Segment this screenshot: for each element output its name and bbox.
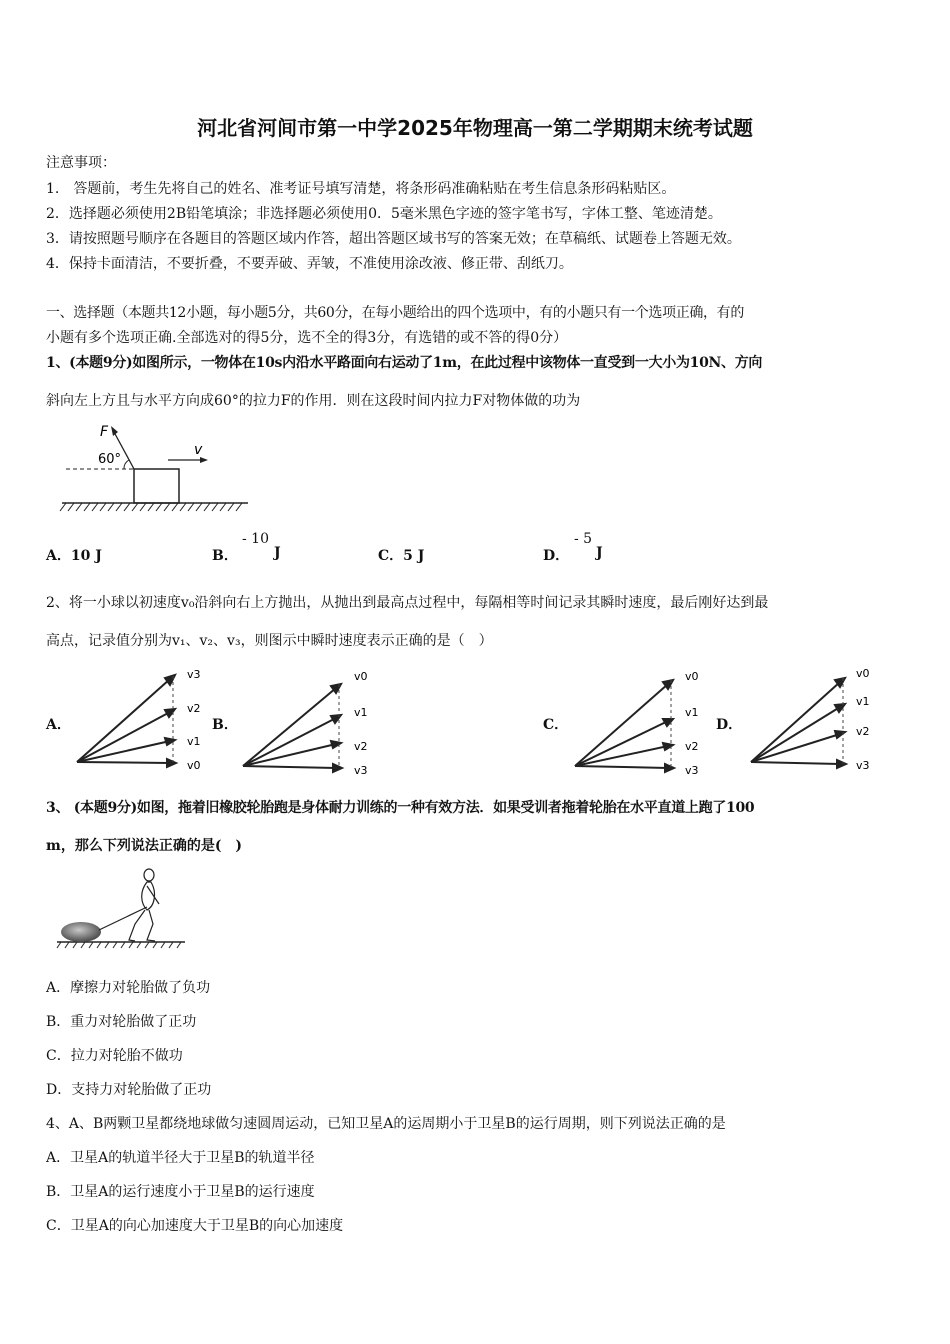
q1-option-c[interactable]: C．5 J [378,548,425,564]
q2-option-d[interactable]: D． [716,717,743,733]
q4-option-a[interactable]: A．卫星A的轨道半径大于卫星B的轨道半径 [46,1150,315,1166]
q3-option-c[interactable]: C．拉力对轮胎不做功 [46,1048,183,1064]
q1-option-b-letter[interactable]: B． [212,548,238,564]
vector-label: v1 [187,735,201,748]
angle-label: 60° [98,452,122,467]
vector-label: v1 [354,706,368,719]
vector-label: v2 [685,740,699,753]
q2-stem-line2: 高点，记录值分别为v₁、v₂、v₃，则图示中瞬时速度表示正确的是（ ） [46,633,493,649]
q1-option-a[interactable]: A．10 J [46,548,102,564]
vector-label: v2 [856,725,870,738]
q2-figure-d [746,662,886,777]
q3-stem-line1: 3、 (本题9分)如图，拖着旧橡胶轮胎跑是身体耐力训练的一种有效方法．如果受训者拖着轮胎在水平直道上跑了100 [46,800,755,816]
q3-option-b[interactable]: B．重力对轮胎做了正功 [46,1014,197,1030]
runner [129,869,159,941]
q1-stem-line1: 1、(本题9分)如图所示，一物体在10s内沿水平路面向右运动了1m，在此过程中该物体一直受到一大小为10N、方向 [46,355,763,371]
q1-stem-line2: 斜向左上方且与水平方向成60°的拉力F的作用．则在这段时间内拉力F对物体做的功为 [46,393,581,409]
rope [99,907,147,930]
block [134,469,179,503]
vector-label: v0 [685,670,699,683]
q4-option-b[interactable]: B．卫星A的运行速度小于卫星B的运行速度 [46,1184,315,1200]
vector-label: v1 [685,706,699,719]
tire [61,922,101,942]
q1-figure [58,418,258,518]
q3-option-a[interactable]: A．摩擦力对轮胎做了负功 [46,980,211,996]
q4-stem: 4、A、B两颗卫星都绕地球做匀速圆周运动，已知卫星A的运周期小于卫星B的运行周期，则下列说法正确的是 [46,1116,726,1132]
vector-label: v3 [187,668,201,681]
vector-label: v3 [856,759,870,772]
velocity-label: v [194,442,203,458]
q2-figure-b [238,664,378,779]
q4-option-c[interactable]: C．卫星A的向心加速度大于卫星B的向心加速度 [46,1218,344,1234]
q2-figure-c [570,664,710,779]
force-label: F [100,424,109,440]
section-intro-line2: 小题有多个选项正确.全部选对的得5分，选不全的得3分，有选错的或不答的得0分） [46,330,568,346]
vector-label: v3 [685,764,699,777]
q3-stem-line2: m，那么下列说法正确的是( ) [46,838,243,854]
q2-figure-a [72,662,212,777]
notice-item: 3．请按照题号顺序在各题目的答题区域内作答，超出答题区域书写的答案无效；在草稿纸、试题卷上答题无效。 [46,231,741,247]
vector-label: v1 [856,695,870,708]
vector-label: v2 [187,702,201,715]
q2-stem-line1: 2、将一小球以初速度v₀沿斜向右上方抛出，从抛出到最高点过程中，每隔相等时间记录其瞬时速度，最后刚好达到最 [46,595,769,611]
vector-label: v0 [187,759,201,772]
q1-option-b-value: - 10 [242,531,269,547]
notice-heading: 注意事项： [46,155,116,171]
vector-label: v2 [354,740,368,753]
vector-label: v0 [856,667,870,680]
vector-label: v0 [354,670,368,683]
q1-option-b-unit: J [274,545,281,561]
notice-item: 1. 答题前，考生先将自己的姓名、准考证号填写清楚，将条形码准确粘贴在考生信息条形码粘贴区。 [46,181,676,197]
q2-option-c[interactable]: C． [543,717,569,733]
q3-option-d[interactable]: D．支持力对轮胎做了正功 [46,1082,212,1098]
notice-item: 2．选择题必须使用2B铅笔填涂；非选择题必须使用0．5毫米黑色字迹的签字笔书写，字体工整、笔迹清楚。 [46,206,722,222]
vector-label: v3 [354,764,368,777]
q2-option-b[interactable]: B． [212,717,238,733]
q1-option-d-letter[interactable]: D． [543,548,570,564]
q3-figure [55,862,190,954]
section-intro-line1: 一、选择题（本题共12小题，每小题5分，共60分，在每小题给出的四个选项中，有的小题只有一个选项正确，有的 [46,305,744,321]
q1-option-d-unit: J [596,545,603,561]
q2-option-a[interactable]: A． [46,717,71,733]
page-title: 河北省河间市第一中学2025年物理高一第二学期期末统考试题 [197,116,753,140]
notice-item: 4．保持卡面清洁，不要折叠，不要弄破、弄皱，不准使用涂改液、修正带、刮纸刀。 [46,256,573,272]
q1-option-d-value: - 5 [574,531,593,547]
